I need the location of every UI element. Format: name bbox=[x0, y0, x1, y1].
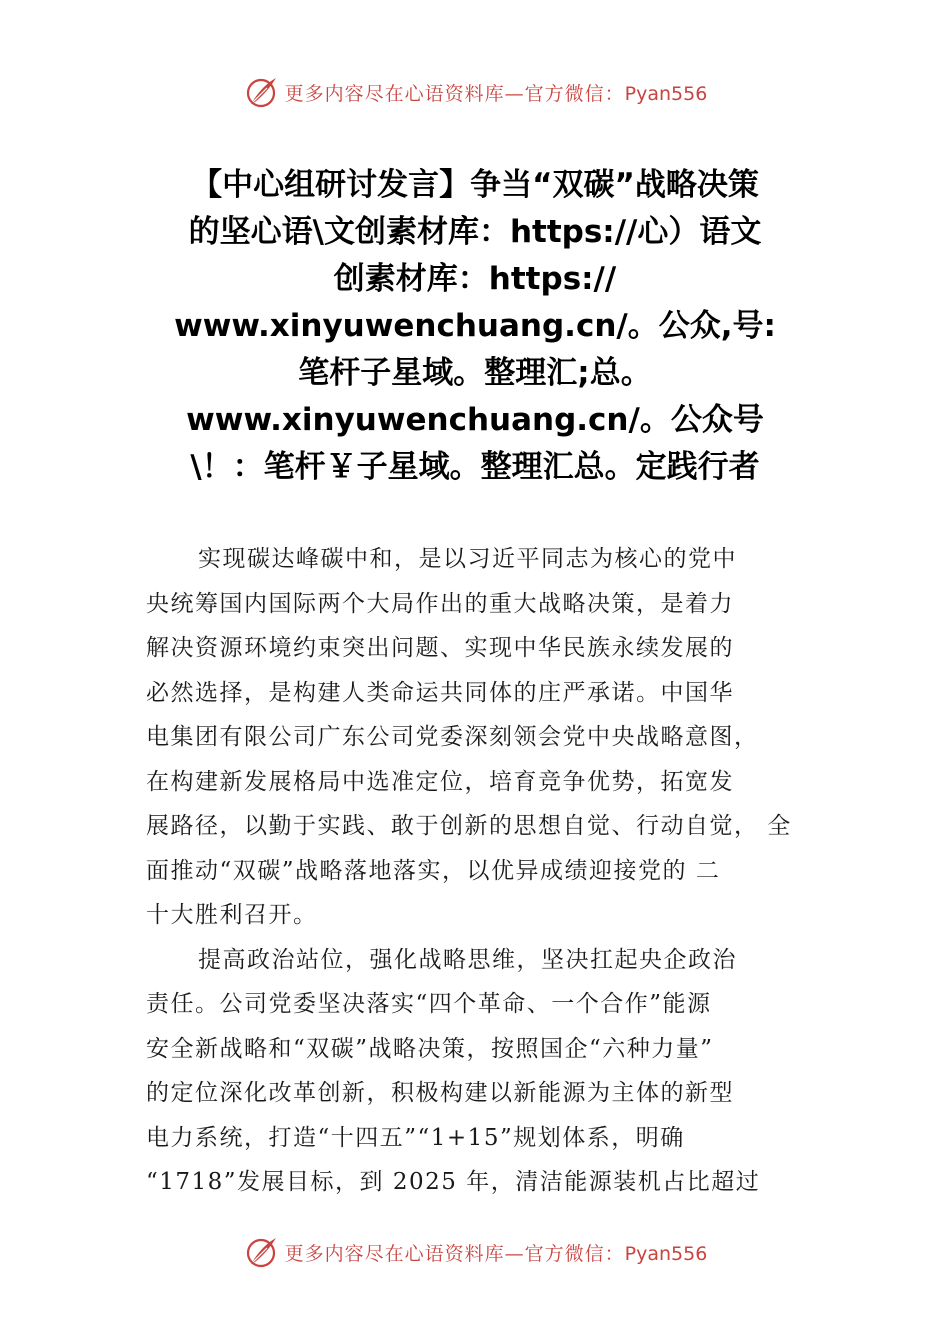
text-line: 安全新战略和“双碳”战略决策，按照国企“六种力量” bbox=[146, 1035, 714, 1062]
wechat-id: Pyan556 bbox=[624, 82, 708, 105]
title-line: 的坚心语\文创素材库：https://心）语文 bbox=[188, 214, 762, 250]
banner-label: 更多内容尽在心语资料库—官方微信： bbox=[284, 1242, 625, 1265]
footer-banner bbox=[0, 1230, 950, 1274]
text-line: 必然选择，是构建人类命运共同体的庄严承诺。中国华 bbox=[146, 679, 734, 706]
document-body bbox=[146, 537, 836, 1205]
document-title bbox=[120, 162, 830, 491]
banner-text bbox=[285, 79, 708, 106]
title-line: www.xinyuwenchuang.cn/。公众号 bbox=[186, 402, 764, 438]
quill-logo-icon bbox=[243, 1234, 279, 1270]
text-line: 展路径，以勤于实践、敢于创新的思想自觉、行动自觉， 全 bbox=[146, 813, 792, 839]
quill-logo-icon bbox=[243, 74, 279, 110]
banner-text bbox=[285, 1239, 708, 1266]
title-line: 【中心组研讨发言】争当“双碳”战略决策 bbox=[191, 167, 759, 203]
paragraph-2 bbox=[146, 938, 836, 1205]
text-line: 解决资源环境约束突出问题、实现中华民族永续发展的 bbox=[146, 635, 734, 661]
text-line: 电集团有限公司广东公司党委深刻领会党中央战略意图， bbox=[146, 724, 759, 750]
title-line: www.xinyuwenchuang.cn/。公众,号: bbox=[174, 308, 776, 344]
text-line: 央统筹国内国际两个大局作出的重大战略决策，是着力 bbox=[146, 590, 734, 617]
header-banner bbox=[0, 70, 950, 114]
text-line: 在构建新发展格局中选准定位，培育竞争优势，拓宽发 bbox=[146, 768, 734, 795]
title-line: 创素材库：https:// bbox=[333, 261, 617, 297]
text-line: 面推动“双碳”战略落地落实，以优异成绩迎接党的 二 bbox=[146, 857, 721, 884]
text-line: 实现碳达峰碳中和，是以习近平同志为核心的党中 bbox=[198, 546, 737, 572]
text-line: 提高政治站位，强化战略思维，坚决扛起央企政治 bbox=[198, 946, 737, 973]
title-line: 笔杆子星域。整理汇;总。 bbox=[298, 355, 652, 391]
title-line: \！：笔杆￥子星域。整理汇总。定践行者 bbox=[190, 449, 760, 485]
paragraph-1 bbox=[146, 537, 836, 938]
text-line: 的定位深化改革创新，积极构建以新能源为主体的新型 bbox=[146, 1080, 734, 1106]
banner-label: 更多内容尽在心语资料库—官方微信： bbox=[284, 82, 625, 105]
text-line: 电力系统，打造“十四五”“1+15”规划体系，明确 bbox=[146, 1124, 685, 1151]
text-line: 十大胜利召开。 bbox=[146, 902, 318, 928]
text-line: “1718”发展目标，到 2025 年，清洁能源装机占比超过 bbox=[146, 1169, 761, 1195]
text-line: 责任。公司党委坚决落实“四个革命、一个合作”能源 bbox=[146, 991, 712, 1017]
wechat-id: Pyan556 bbox=[624, 1242, 708, 1265]
